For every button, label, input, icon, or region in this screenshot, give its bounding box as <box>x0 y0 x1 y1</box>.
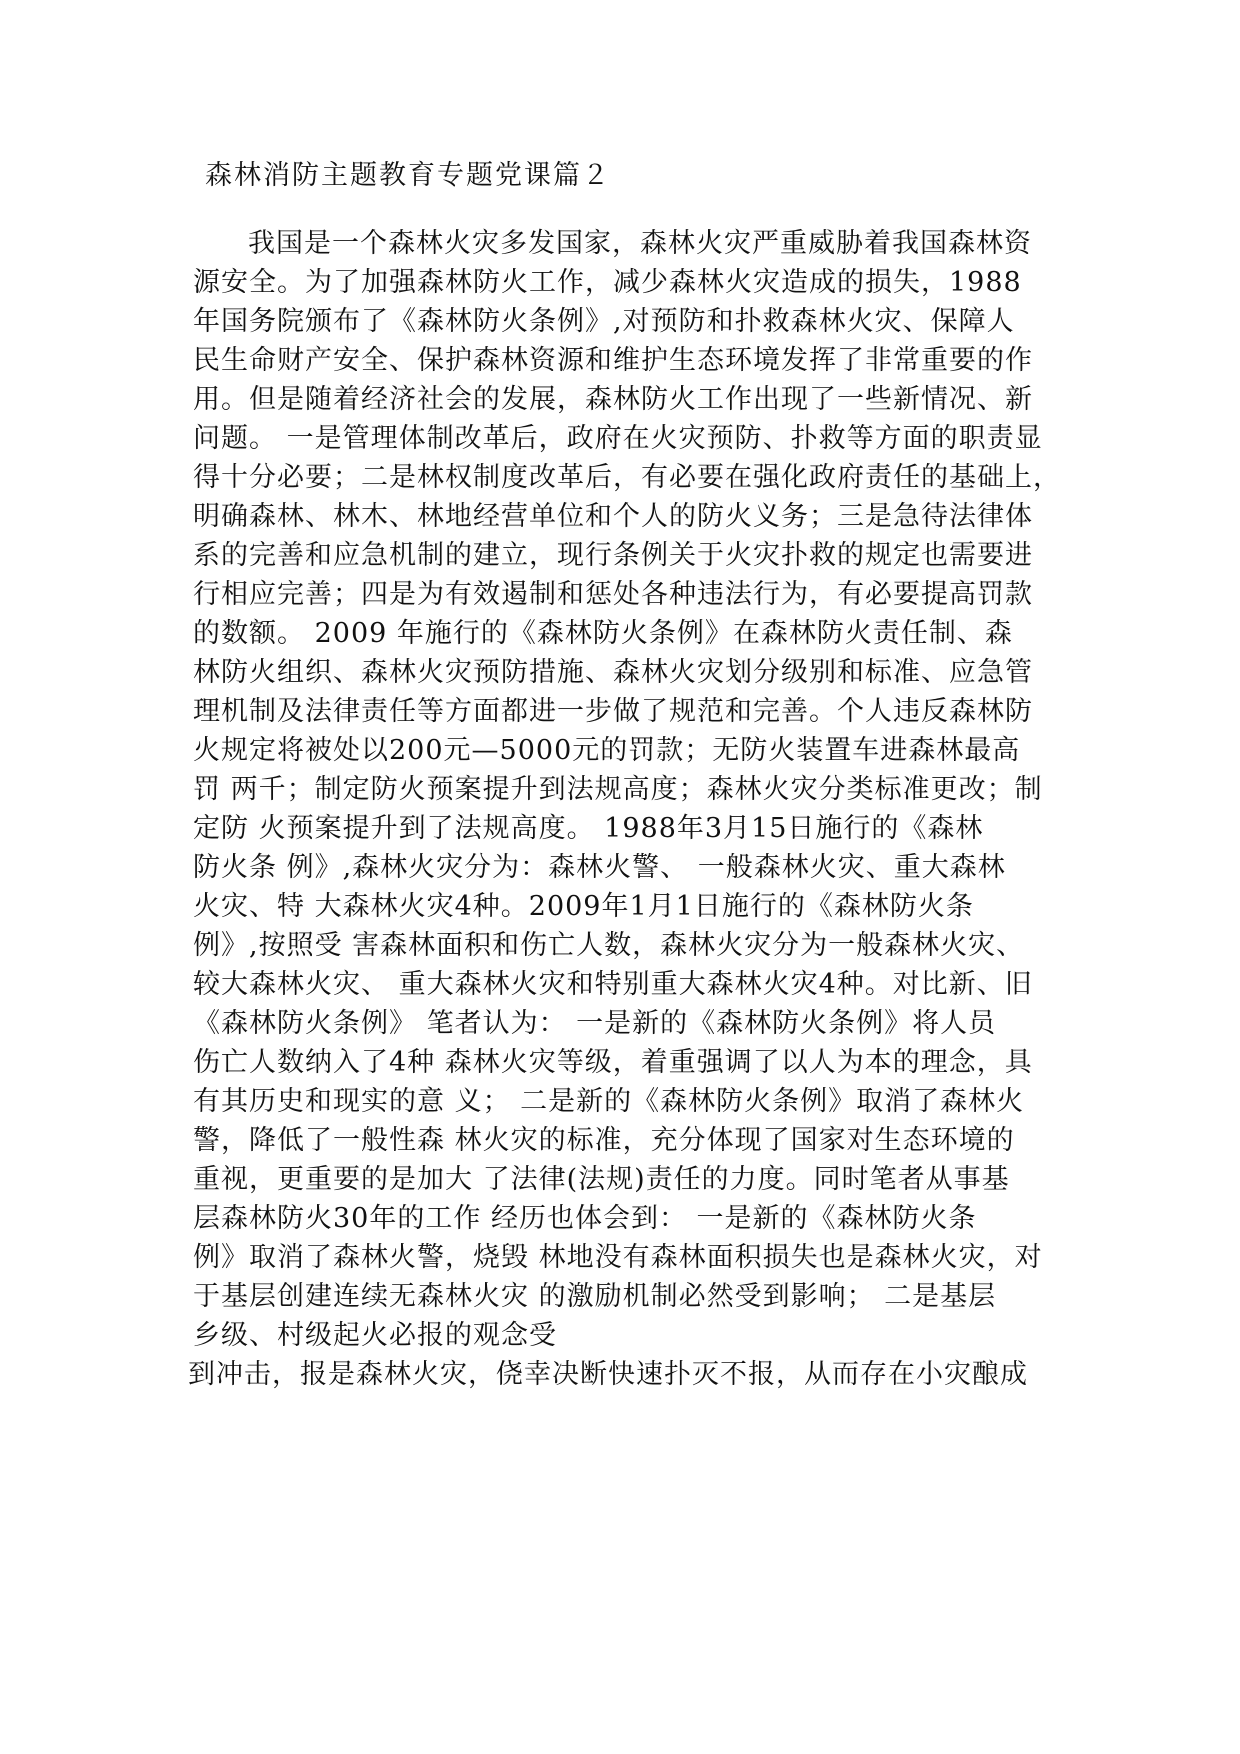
paragraph-line: 我国是一个森林火灾多发国家，森林火灾严重威胁着我国森林资 <box>248 228 1032 259</box>
paragraph-line: 到冲击，报是森林火灾，侥幸决断快速扑灭不报，从而存在小灾酿成 <box>188 1359 1028 1390</box>
paragraph-line: 警，降低了一般性森 林火灾的标准，充分体现了国家对生态环境的 <box>193 1125 1015 1156</box>
paragraph-line: 源安全。为了加强森林防火工作，减少森林火灾造成的损失，1988 <box>193 267 1022 298</box>
paragraph-line: 较大森林火灾、 重大森林火灾和特别重大森林火灾4种。对比新、旧 <box>193 969 1033 1000</box>
paragraph-line: 层森林防火30年的工作 经历也体会到： 一是新的《森林防火条 <box>193 1203 977 1234</box>
paragraph-line: 罚 两千；制定防火预案提升到法规高度；森林火灾分类标准更改；制 <box>193 774 1043 805</box>
paragraph-line: 行相应完善；四是为有效遏制和惩处各种违法行为，有必要提高罚款 <box>193 579 1033 610</box>
paragraph-line: 林防火组织、森林火灾预防措施、森林火灾划分级别和标准、应急管 <box>193 657 1033 688</box>
paragraph-line: 伤亡人数纳入了4种 森林火灾等级，着重强调了以人为本的理念，具 <box>193 1047 1033 1078</box>
paragraph-line: 民生命财产安全、保护森林资源和维护生态环境发挥了非常重要的作 <box>193 345 1033 376</box>
paragraph-line: 用。但是随着经济社会的发展，森林防火工作出现了一些新情况、新 <box>193 384 1033 415</box>
paragraph-line: 乡级、村级起火必报的观念受 <box>193 1320 557 1351</box>
paragraph-line: 重视，更重要的是加大 了法律(法规)责任的力度。同时笔者从事基 <box>193 1164 1010 1195</box>
paragraph-line: 理机制及法律责任等方面都进一步做了规范和完善。个人违反森林防 <box>193 696 1033 727</box>
paragraph-line: 例》,按照受 害森林面积和伤亡人数，森林火灾分为一般森林火灾、 <box>193 930 1025 961</box>
paragraph-line: 火规定将被处以200元—5000元的罚款；无防火装置车进森林最高 <box>193 735 1021 766</box>
paragraph-line: 防火条 例》,森林火灾分为：森林火警、 一般森林火灾、重大森林 <box>193 852 1006 883</box>
paragraph-line: 得十分必要；二是林权制度改革后，有必要在强化政府责任的基础上， <box>193 462 1061 493</box>
paragraph-line: 系的完善和应急机制的建立，现行条例关于火灾扑救的规定也需要进 <box>193 540 1033 571</box>
paragraph-line: 例》取消了森林火警，烧毁 林地没有森林面积损失也是森林火灾，对 <box>193 1242 1043 1273</box>
paragraph-line: 明确森林、林木、林地经营单位和个人的防火义务；三是急待法律体 <box>193 501 1033 532</box>
paragraph-line: 的数额。 2009 年施行的《森林防火条例》在森林防火责任制、森 <box>193 618 1013 649</box>
paragraph-line: 定防 火预案提升到了法规高度。 1988年3月15日施行的《森林 <box>193 813 984 844</box>
paragraph-line: 《森林防火条例》 笔者认为： 一是新的《森林防火条例》将人员 <box>193 1008 997 1039</box>
paragraph-line: 有其历史和现实的意 义； 二是新的《森林防火条例》取消了森林火 <box>193 1086 1025 1117</box>
paragraph-line: 年国务院颁布了《森林防火条例》,对预防和扑救森林火灾、保障人 <box>193 306 1015 337</box>
paragraph-line: 火灾、特 大森林火灾4种。2009年1月1日施行的《森林防火条 <box>193 891 974 922</box>
paragraph-line: 问题。 一是管理体制改革后，政府在火灾预防、扑救等方面的职责显 <box>193 423 1043 454</box>
paragraph-line: 于基层创建连续无森林火灾 的激励机制必然受到影响； 二是基层 <box>193 1281 997 1312</box>
document-title: 森林消防主题教育专题党课篇２ <box>205 160 611 191</box>
